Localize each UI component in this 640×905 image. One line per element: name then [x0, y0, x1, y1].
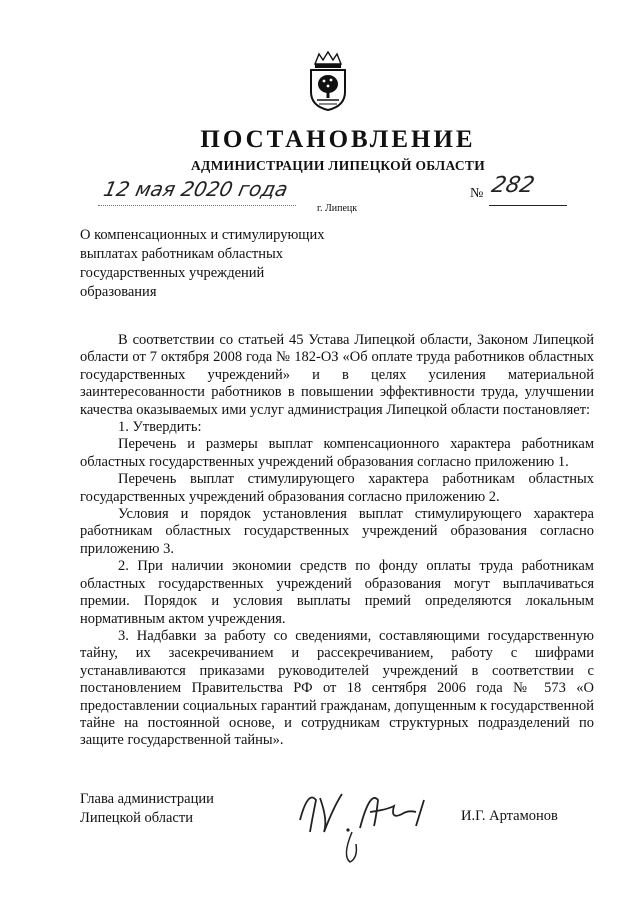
- signatory-name: И.Г. Артамонов: [461, 808, 558, 824]
- handwritten-date: 12 мая 2020 года: [101, 177, 291, 201]
- body-paragraph: Перечень и размеры выплат компенсационного характера работникам областных государственных учреждений образования согласно приложению 1.: [80, 436, 594, 470]
- document-title: ПОСТАНОВЛЕНИЕ: [200, 126, 476, 153]
- signatory-position: [80, 790, 214, 828]
- subject-line: образования: [80, 284, 157, 300]
- city-label: г. Липецк: [317, 203, 358, 214]
- subject-line: государственных учреждений: [80, 265, 265, 281]
- position-line: Липецкой области: [80, 810, 193, 826]
- subject-line: выплатах работникам областных: [80, 246, 283, 262]
- body-paragraph: 2. При наличии экономии средств по фонду оплаты труда работникам областных государственных учреждений образования могут выплачиваться премии. Порядок и условия выплаты премий определяются локальным нормативным актом учреждения.: [80, 558, 594, 627]
- document-body: [80, 332, 594, 750]
- body-paragraph: 1. Утвердить:: [118, 419, 202, 436]
- coat-of-arms-icon: [303, 50, 353, 112]
- body-paragraph: Перечень выплат стимулирующего характера работникам областных государственных учреждений образования согласно приложению 2.: [80, 471, 594, 505]
- body-paragraph: Условия и порядок установления выплат стимулирующего характера работникам областных государственных учреждений образования согласно приложению 3.: [80, 506, 594, 557]
- document-subject: [80, 226, 370, 302]
- number-underline: [489, 205, 567, 206]
- document-subtitle: АДМИНИСТРАЦИИ ЛИПЕЦКОЙ ОБЛАСТИ: [190, 158, 486, 173]
- handwritten-signature: [290, 770, 450, 870]
- body-paragraph: В соответствии со статьей 45 Устава Липецкой области, Законом Липецкой области от 7 октября 2008 года № 182-ОЗ «Об оплате труда работников областных государственных учреждений» и в целях усиления материальной заинтересованности работников в повышении эффективности труда, улучшении качества оказываемых ими услуг администрация Липецкой области постановляет:: [80, 332, 594, 418]
- body-paragraph: 3. Надбавки за работу со сведениями, составляющими государственную тайну, их засекречиванием и рассекречиванием, работу с шифрами устанавливаются приказами руководителей учреждений в соответствии с постановлением Правительства РФ от 18 сентября 2006 года № 573 «О предоставлении социальных гарантий гражданам, допущенным к государственной тайне на постоянной основе, и сотрудникам структурных подразделений по защите государственной тайны».: [80, 627, 594, 749]
- number-prefix: №: [470, 186, 484, 201]
- handwritten-number: 282: [489, 173, 537, 198]
- date-underline: [98, 205, 296, 206]
- subject-line: О компенсационных и стимулирующих: [80, 227, 325, 243]
- position-line: Глава администрации: [80, 791, 214, 807]
